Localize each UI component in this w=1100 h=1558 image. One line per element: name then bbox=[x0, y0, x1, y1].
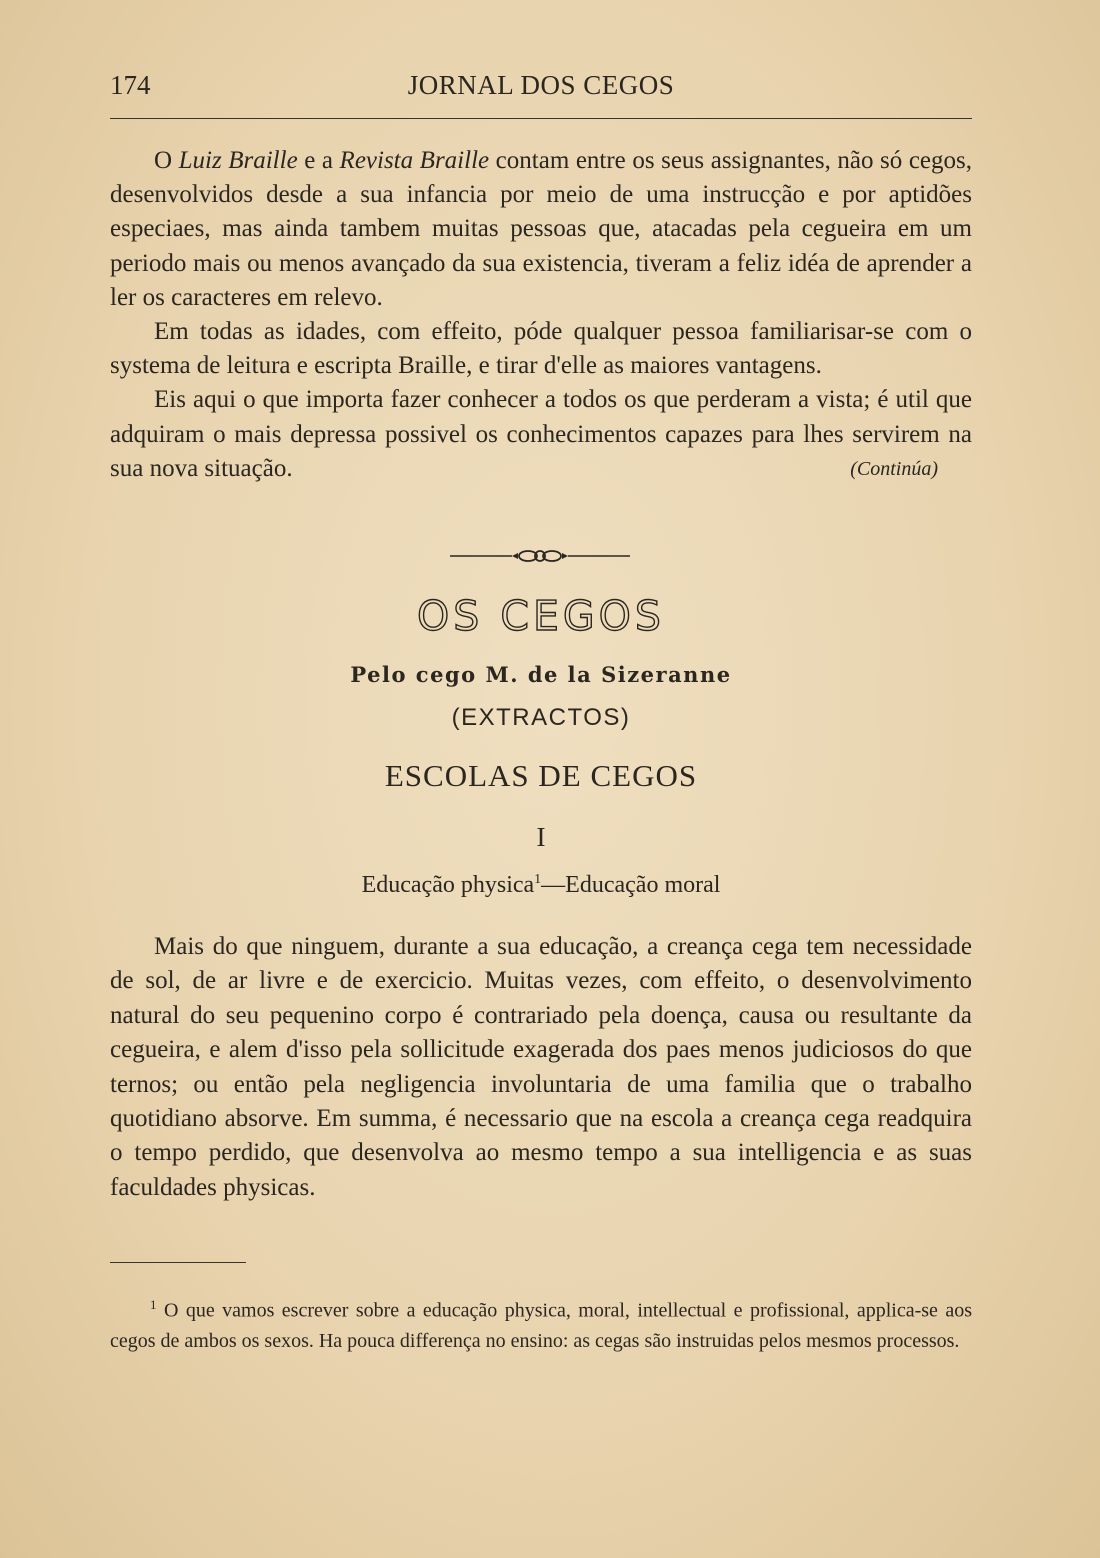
ornament-divider-icon bbox=[450, 544, 630, 568]
intro-text-block bbox=[110, 144, 972, 486]
chapter-subheading bbox=[110, 872, 972, 899]
subhead-part-a: Educação physica bbox=[361, 872, 535, 898]
luiz-braille-title: Luiz Braille bbox=[178, 147, 298, 174]
footnote-text bbox=[110, 1290, 972, 1356]
footnote-ref: 1 bbox=[534, 872, 542, 887]
footnote-marker: 1 bbox=[150, 1297, 157, 1312]
subhead-part-b: —Educação moral bbox=[541, 872, 721, 898]
p1-text-b: e a bbox=[297, 147, 340, 174]
page bbox=[110, 0, 972, 1558]
footnote-rule bbox=[110, 1262, 246, 1263]
article-title: OS CEGOS bbox=[417, 592, 665, 640]
p3-text: Eis aqui o que importa fazer conhecer a todos os que perderam a vista; é util que adquiram o mais depressa possivel os conhecimentos capazes para lhes servirem na sua nova situação. bbox=[110, 386, 972, 482]
article-byline: Pelo cego M. de la Sizeranne bbox=[350, 662, 732, 687]
article-paragraph: Mais do que ninguem, durante a sua educação, a creança cega tem necessidade de sol, de ar livre e de exercicio. Muitas vezes, com effeito, o desenvolvimento natural do seu pequenino corpo é contrariado pela doença, causa ou resultante da cegueira, e alem d'isso pela sollicitude exagerada dos paes menos judiciosos do que ternos; ou então pela negligencia involuntaria de uma familia que o trabalho quotidiano absorve. Em summa, é necessario que na escola a creança cega readquira o tempo perdido, que desenvolva ao mesmo tempo a sua intelligencia e as suas faculdades physicas. bbox=[110, 933, 972, 1201]
section-title: ESCOLAS DE CEGOS bbox=[384, 758, 698, 793]
p1-text-c: contam entre os seus assignantes, não só cegos, desenvolvidos desde a sua infancia por meio de uma instrucção e por aptidões especiaes, mas ainda tambem muitas pessoas que, atacadas pela cegueira em um periodo mais ou menos avançado da sua existencia, tiveram a feliz idéa de aprender a ler os caracteres em relevo. bbox=[110, 147, 972, 311]
article-body bbox=[110, 930, 972, 1205]
chapter-number: I bbox=[536, 822, 546, 852]
paragraph-3 bbox=[110, 383, 972, 486]
continua-note: (Continúa) bbox=[850, 457, 938, 480]
page-number: 174 bbox=[110, 70, 151, 100]
paragraph-2: Em todas as idades, com effeito, póde qualquer pessoa familiarisar-se com o systema de leitura e escripta Braille, e tirar d'elle as maiores vantagens. bbox=[110, 318, 972, 380]
footnote bbox=[110, 1290, 972, 1356]
header-rule bbox=[110, 118, 972, 119]
footnote-body: O que vamos escrever sobre a educação physica, moral, intellectual e profissional, applica-se aos cegos de ambos os sexos. Ha pouca differença no ensino: as cegas são instruidas pelos mesmos processos. bbox=[110, 1299, 972, 1352]
paragraph-1 bbox=[110, 144, 972, 315]
p1-text-a: O bbox=[154, 147, 179, 174]
page-header bbox=[110, 70, 972, 106]
revista-braille-title: Revista Braille bbox=[339, 147, 490, 174]
running-title: JORNAL DOS CEGOS bbox=[407, 70, 675, 100]
extractos-label: (EXTRACTOS) bbox=[451, 704, 631, 731]
